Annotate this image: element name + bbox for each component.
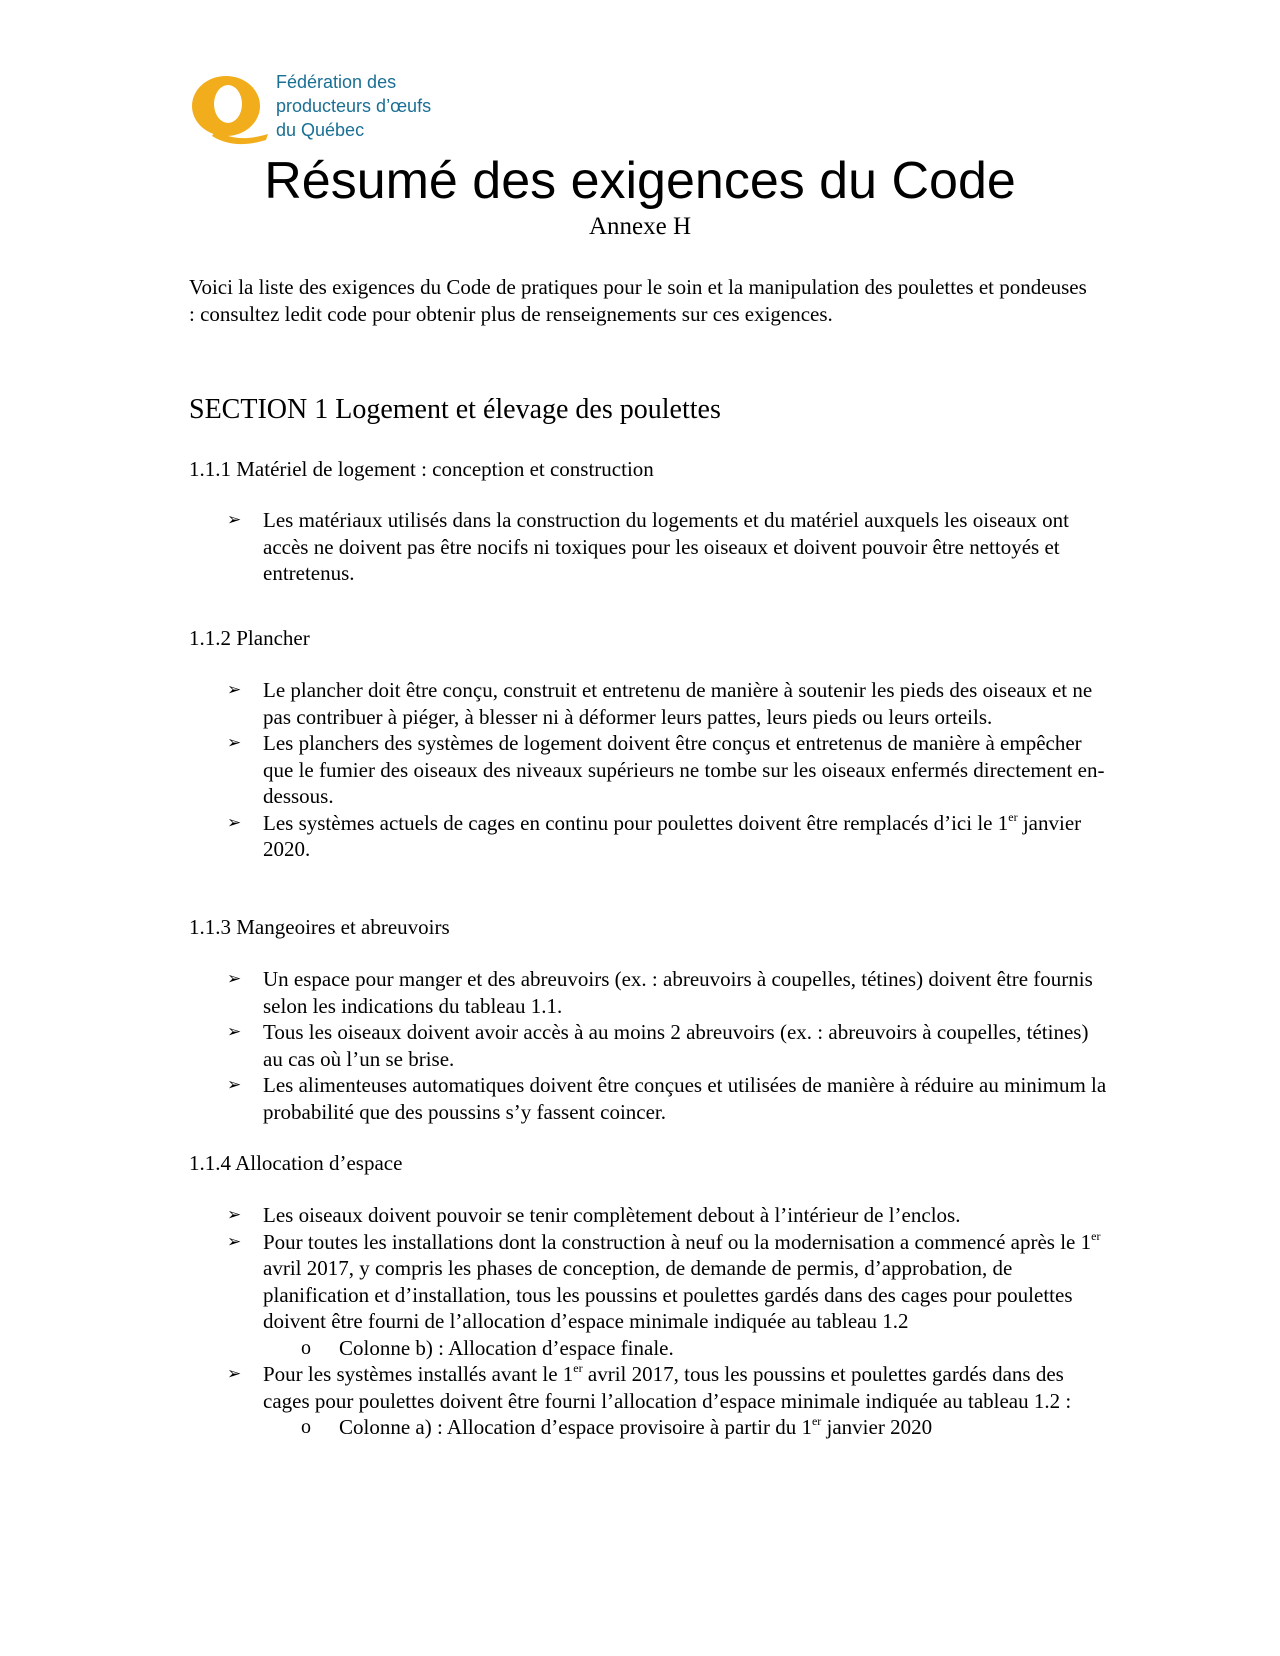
document-subtitle: Annexe H xyxy=(588,213,692,240)
list-item: ➢ Un espace pour manger et des abreuvoirs (ex. : abreuvoirs à coupelles, tétines) doivent être fournis selon les indications du tableau 1.1. xyxy=(227,967,1093,1018)
subsection-1-1-1-heading: 1.1.1 Matériel de logement : conception et construction xyxy=(189,457,654,481)
subsection-1-1-3-list xyxy=(189,966,1109,1125)
sub-list-item: o Colonne a) : Allocation d’espace provisoire à partir du 1er janvier 2020 xyxy=(301,1414,933,1439)
list-item: ➢ Les planchers des systèmes de logement doivent être conçus et entretenus de manière à empêcher que le fumier des oiseaux des niveaux supérieurs ne tombe sur les oiseaux enfermés directement en-dessous. xyxy=(227,731,1105,808)
arrow-bullet-icon: ➢ xyxy=(227,733,242,753)
organization-name: Fédération des producteurs d’œufs du Québec xyxy=(276,72,432,140)
arrow-bullet-icon: ➢ xyxy=(227,1364,242,1384)
arrow-bullet-icon: ➢ xyxy=(227,969,242,989)
arrow-bullet-icon: ➢ xyxy=(227,812,242,833)
circle-bullet-icon: o xyxy=(301,1416,311,1438)
q-logo-icon xyxy=(186,74,270,146)
list-item: ➢ Les alimenteuses automatiques doivent être conçues et utilisées de manière à réduire au minimum la probabilité que des poussins s’y fassent coincer. xyxy=(227,1073,1107,1124)
subsection-1-1-2-list xyxy=(189,677,1109,863)
arrow-bullet-icon: ➢ xyxy=(227,1075,242,1095)
sub-list-item: o Colonne b) : Allocation d’espace finale. xyxy=(301,1335,674,1360)
section-1-title: SECTION 1 Logement et élevage des poulettes xyxy=(189,394,721,425)
list-item: ➢ Les oiseaux doivent pouvoir se tenir complètement debout à l’intérieur de l’enclos. xyxy=(227,1203,961,1227)
list-item: ➢ Les systèmes actuels de cages en continu pour poulettes doivent être remplacés d’ici le 1er janvier 2020. xyxy=(227,809,1082,861)
federation-logo xyxy=(186,68,486,148)
arrow-bullet-icon: ➢ xyxy=(227,510,242,530)
arrow-bullet-icon: ➢ xyxy=(227,680,242,700)
list-item: ➢ Pour les systèmes installés avant le 1er avril 2017, tous les poussins et poulettes gardés dans des cages pour poulettes doivent être fourni l’allocation d’espace minimale indiquée au tableau 1.2 : xyxy=(227,1361,1072,1413)
circle-bullet-icon: o xyxy=(301,1336,311,1359)
intro-paragraph: Voici la liste des exigences du Code de pratiques pour le soin et la manipulation des poulettes et pondeuses : consultez ledit code pour obtenir plus de renseignements sur ces exigences. xyxy=(189,275,1087,326)
subsection-1-1-2-heading: 1.1.2 Plancher xyxy=(189,626,310,650)
list-item: ➢ Tous les oiseaux doivent avoir accès à au moins 2 abreuvoirs (ex. : abreuvoirs à coupelles, tétines) au cas où l’un se brise. xyxy=(227,1020,1089,1071)
subsection-1-1-4-heading: 1.1.4 Allocation d’espace xyxy=(189,1151,403,1175)
subsection-1-1-1-list xyxy=(189,507,1109,587)
subsection-1-1-3-heading: 1.1.3 Mangeoires et abreuvoirs xyxy=(189,915,450,939)
subsection-1-1-4-list xyxy=(189,1202,1109,1441)
arrow-bullet-icon: ➢ xyxy=(227,1022,242,1042)
document-title: Résumé des exigences du Code xyxy=(264,152,1016,210)
list-item: ➢ Les matériaux utilisés dans la construction du logements et du matériel auxquels les oiseaux ont accès ne doivent pas être nocifs ni toxiques pour les oiseaux et doivent pouvoir être nettoyés et entretenus. xyxy=(227,508,1069,585)
list-item: ➢ Le plancher doit être conçu, construit et entretenu de manière à soutenir les pieds des oiseaux et ne pas contribuer à piéger, à blesser ni à déformer leurs pattes, leurs pieds ou leurs orteils. xyxy=(227,678,1093,729)
arrow-bullet-icon: ➢ xyxy=(227,1205,242,1225)
list-item: ➢ Pour toutes les installations dont la construction à neuf ou la modernisation a commencé après le 1er avril 2017, y compris les phases de conception, de demande de permis, d’approbation, de planification et d’installation, tous les poussins et poulettes gardés dans des cages pour poulettes doivent être fourni de l’allocation d’espace minimale indiquée au tableau 1.2 xyxy=(227,1228,1101,1333)
arrow-bullet-icon: ➢ xyxy=(227,1231,242,1252)
